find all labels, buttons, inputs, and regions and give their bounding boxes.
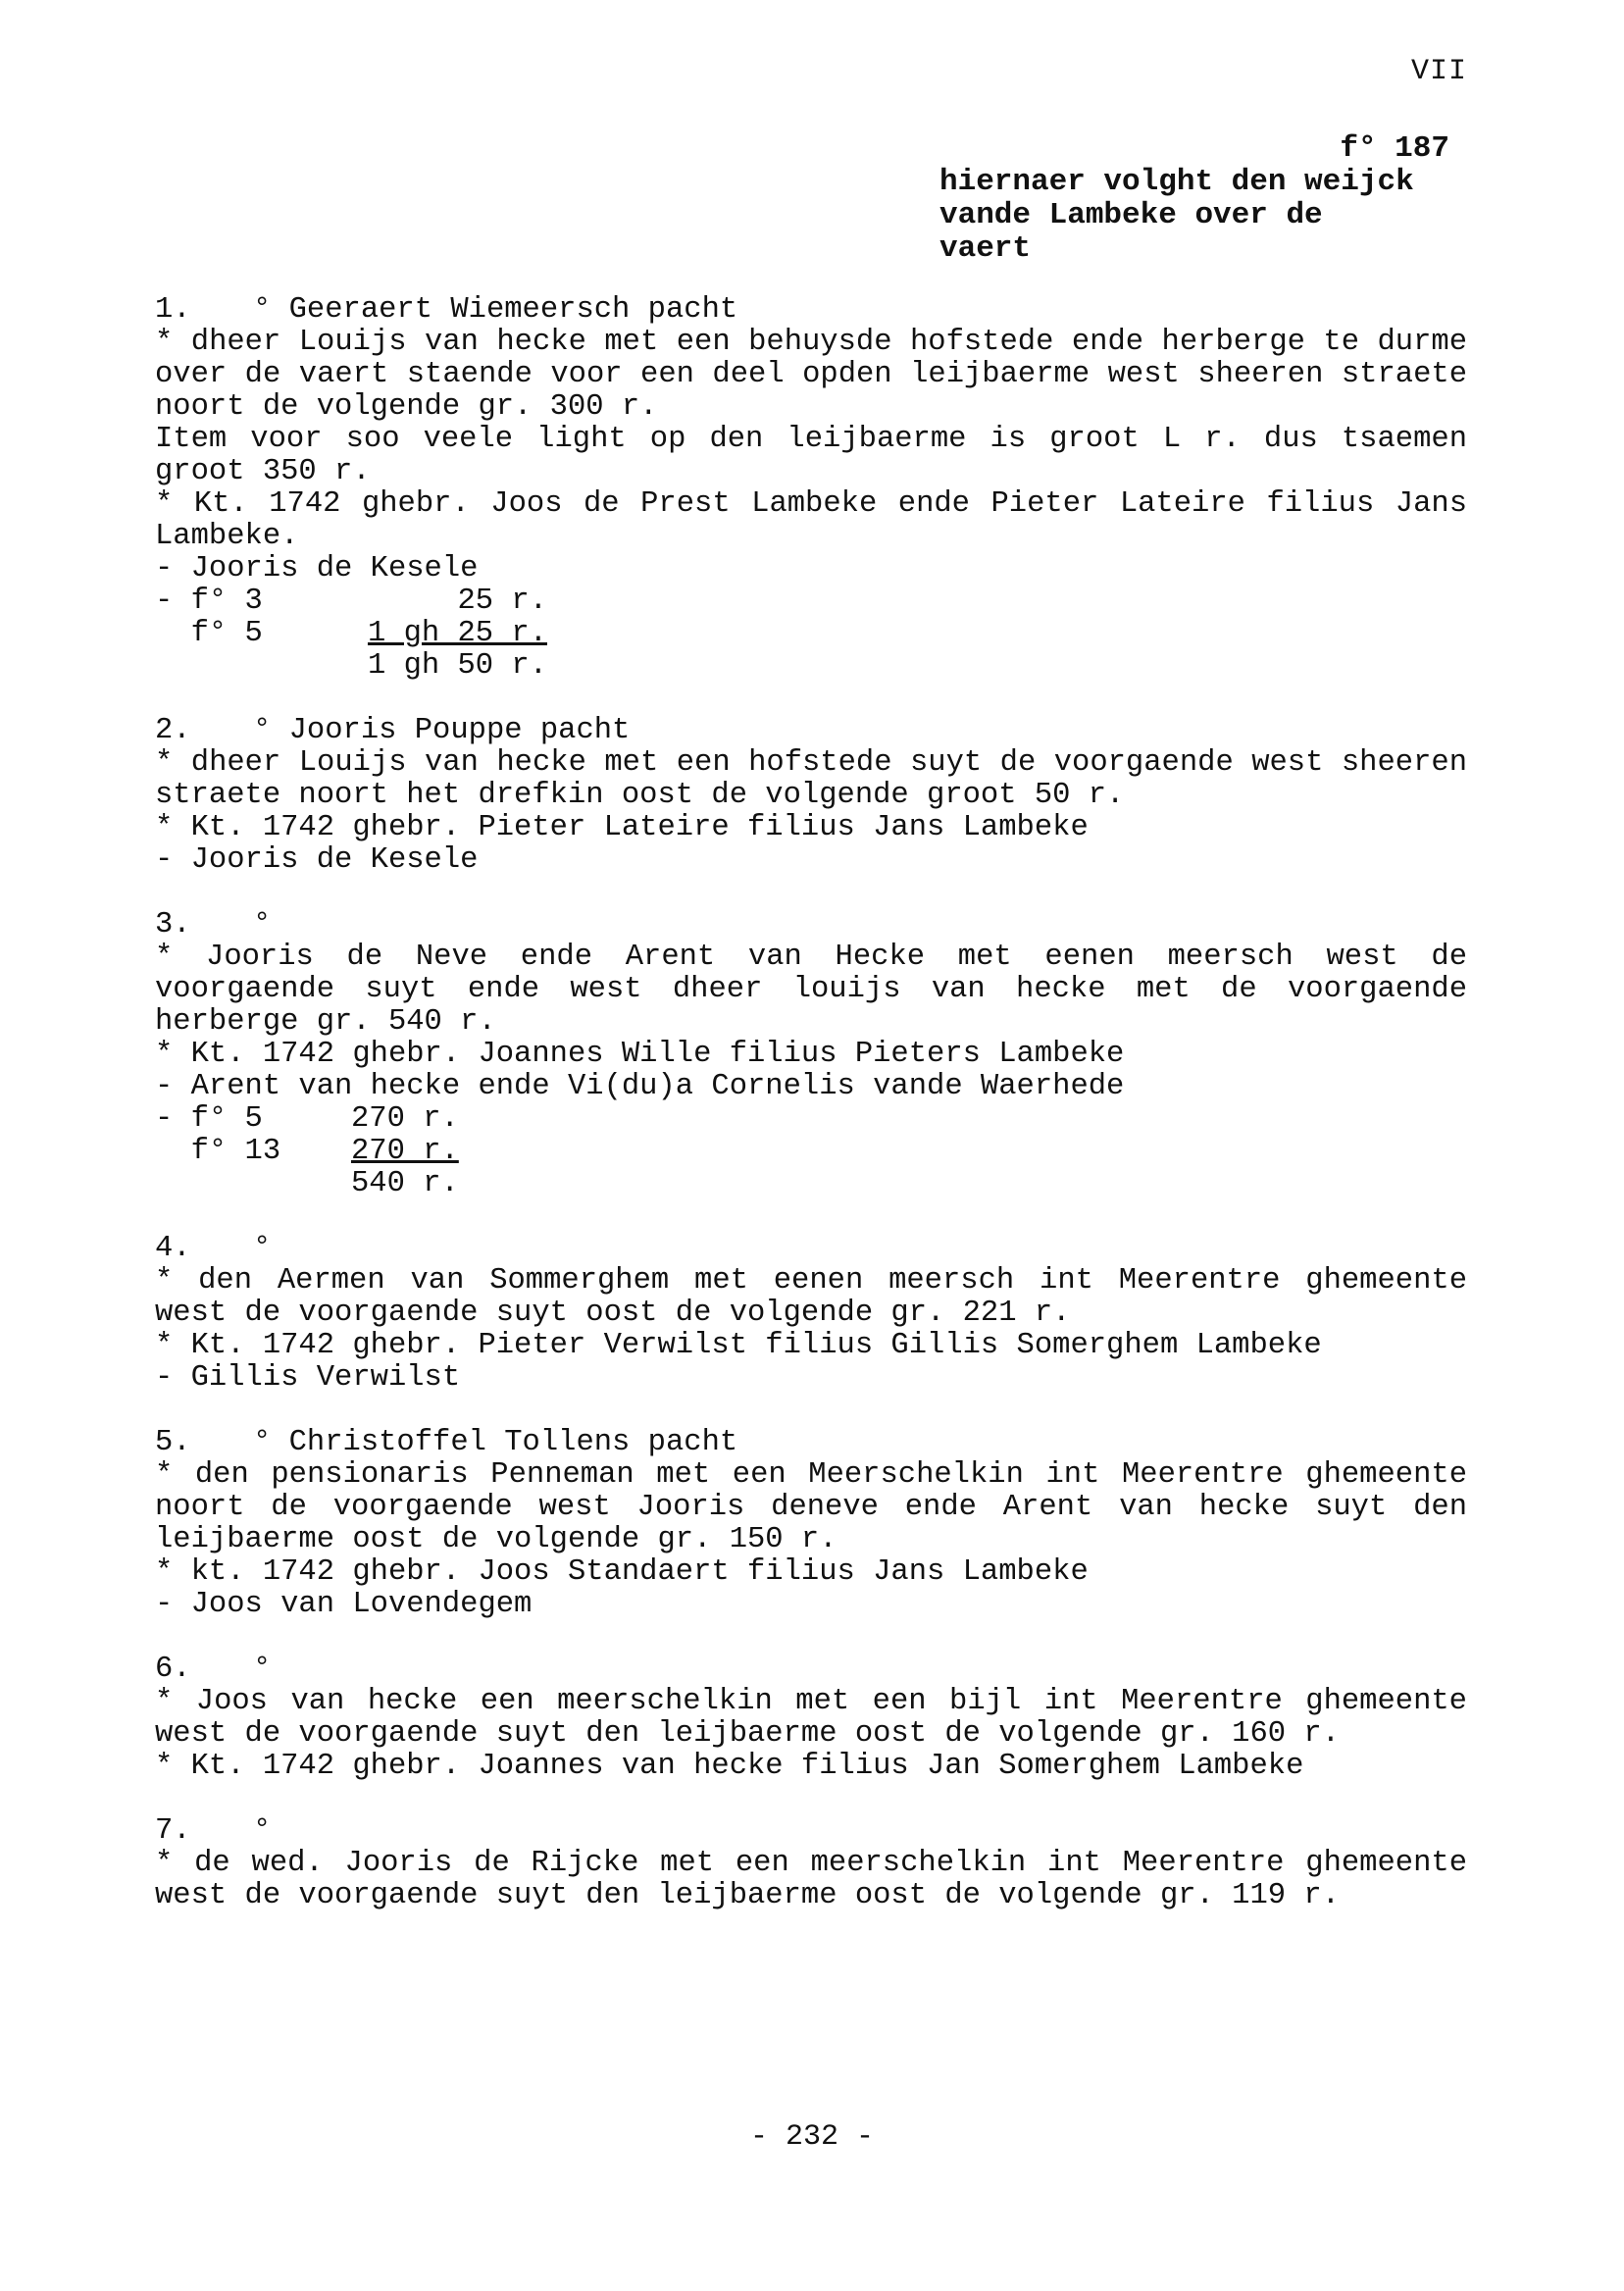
heading-line: vaert — [939, 231, 1032, 266]
entry-cadastre-note: * Kt. 1742 ghebr. Pieter Verwilst filius Gillis Somerghem Lambeke — [155, 1329, 1322, 1362]
entry-description: * Joos van hecke een meerschelkin met een bijl int Meerentre ghemeente west de voorgaende suyt den leijbaerme oost de volgende gr. 160 r. — [155, 1685, 1467, 1751]
entry-title: ° — [253, 1653, 272, 1686]
entry-1 — [155, 294, 1467, 683]
folio-number: f° 187 — [1340, 131, 1449, 166]
entry-number: 1. — [155, 293, 191, 327]
calc-line — [155, 618, 1467, 650]
calc-amount: 270 r. — [351, 1135, 459, 1168]
section-heading — [939, 132, 1469, 266]
entry-title: ° — [253, 908, 272, 942]
entry-description: * de wed. Jooris de Rijcke met een meerschelkin int Meerentre ghemeente west de voorgaende suyt den leijbaerme oost de volgende gr. 119 r. — [155, 1847, 1467, 1912]
calc-total: 540 r. — [351, 1167, 459, 1200]
calc-line — [155, 1103, 1467, 1136]
calc-line — [155, 1168, 1467, 1200]
heading-line: vande Lambeke over de — [939, 198, 1323, 232]
entry-owner: - Joos van Lovendegem — [155, 1588, 533, 1621]
entry-cadastre-note: * Kt. 1742 ghebr. Joannes Wille filius Pieters Lambeke — [155, 1038, 1125, 1071]
entry-number: 5. — [155, 1426, 191, 1459]
entry-7 — [155, 1815, 1467, 1912]
entry-owner: - Gillis Verwilst — [155, 1361, 461, 1395]
heading-line: hiernaer volght den weijck — [939, 165, 1414, 199]
calc-line — [155, 1136, 1467, 1168]
entry-owner: - Arent van hecke ende Vi(du)a Cornelis vande Waerhede — [155, 1070, 1125, 1103]
entry-cadastre-note: * Kt. 1742 ghebr. Pieter Lateire filius Jans Lambeke — [155, 811, 1089, 844]
entry-description: * dheer Louijs van hecke met een hofstede suyt de voorgaende west sheeren straete noort het drefkin oost de volgende groot 50 r. — [155, 746, 1467, 812]
entry-number: 2. — [155, 714, 191, 747]
entry-description: * Jooris de Neve ende Arent van Hecke met eenen meersch west de voorgaende suyt ende west dheer louijs van hecke met de voorgaende herberge gr. 540 r. — [155, 941, 1467, 1039]
entry-owner: - Jooris de Kesele — [155, 843, 479, 877]
entry-title: ° Christoffel Tollens pacht — [253, 1426, 738, 1459]
entry-3 — [155, 909, 1467, 1200]
calc-ref: - f° 5 — [155, 1102, 263, 1136]
entry-6 — [155, 1654, 1467, 1783]
entry-description: * dheer Louijs van hecke met een behuysde hofstede ende herberge te durme over de vaert staende voor een deel opden leijbaerme west sheeren straete noort de volgende gr. 300 r. — [155, 326, 1467, 424]
entry-title: ° Jooris Pouppe pacht — [253, 714, 631, 747]
calc-ref: f° 5 — [155, 617, 263, 650]
calc-amount: 1 gh 25 r. — [367, 617, 547, 650]
calc-line — [155, 585, 1467, 618]
entry-title: ° — [253, 1232, 272, 1265]
calc-ref: f° 13 — [155, 1135, 281, 1168]
calc-line — [155, 650, 1467, 683]
entry-cadastre-note: * kt. 1742 ghebr. Joos Standaert filius Jans Lambeke — [155, 1555, 1089, 1589]
entry-5 — [155, 1427, 1467, 1621]
entry-description: * den Aermen van Sommerghem met eenen meersch int Meerentre ghemeente west de voorgaende suyt oost de volgende gr. 221 r. — [155, 1264, 1467, 1330]
entry-description: * den pensionaris Penneman met een Meerschelkin int Meerentre ghemeente noort de voorgaende west Jooris deneve ende Arent van hecke suyt den leijbaerme oost de volgende gr. 150 r. — [155, 1458, 1467, 1556]
entry-owner: - Jooris de Kesele — [155, 552, 479, 585]
entry-cadastre-note: * Kt. 1742 ghebr. Joos de Prest Lambeke ende Pieter Lateire filius Jans Lambeke. — [155, 487, 1467, 553]
entry-number: 6. — [155, 1653, 191, 1686]
document-body — [155, 294, 1467, 1945]
entry-2 — [155, 715, 1467, 877]
calc-ref: - f° 3 — [155, 585, 263, 618]
calc-total: 1 gh 50 r. — [367, 649, 547, 683]
entry-number: 4. — [155, 1232, 191, 1265]
page-number: - 232 - — [749, 2120, 875, 2154]
entry-title: ° Geeraert Wiemeersch pacht — [253, 293, 738, 327]
entry-title: ° — [253, 1814, 272, 1848]
entry-number: 7. — [155, 1814, 191, 1848]
calc-amount: 270 r. — [351, 1102, 459, 1136]
entry-4 — [155, 1233, 1467, 1395]
entry-number: 3. — [155, 908, 191, 942]
page-roman-numeral: VII — [1410, 55, 1467, 88]
entry-cadastre-note: * Kt. 1742 ghebr. Joannes van hecke filius Jan Somerghem Lambeke — [155, 1750, 1304, 1783]
entry-description: Item voor soo veele light op den leijbaerme is groot L r. dus tsaemen groot 350 r. — [155, 423, 1467, 488]
calc-amount: 25 r. — [457, 585, 547, 618]
